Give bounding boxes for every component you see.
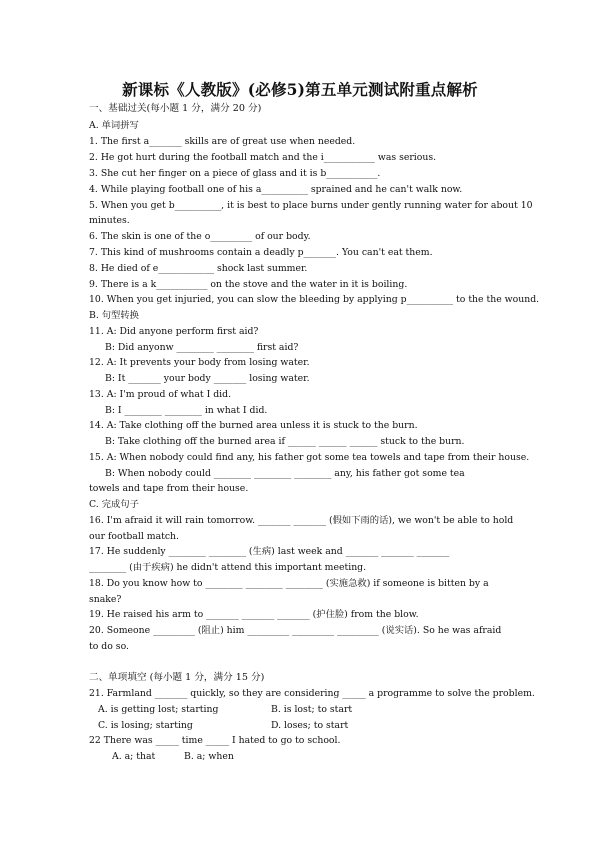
question-line: 1. The first a_______ skills are of great use when needed.: [89, 136, 356, 147]
question-line: our football match.: [89, 531, 179, 542]
question-line: 18. Do you know how to ________ ________ ________ (实施急救) if someone is bitten by a: [89, 578, 489, 589]
subsection-heading: B. 句型转换: [89, 310, 139, 321]
question-line: B: When nobody could ________ ________ ________ any, his father got some tea: [105, 468, 465, 479]
question-line: 2. He got hurt during the football match and the i___________ was serious.: [89, 152, 437, 163]
option-a: A. a; that: [112, 751, 156, 762]
question-line: 22 There was _____ time _____ I hated to go to school.: [89, 735, 341, 746]
section-heading: 一、基础过关(每小题 1 分，满分 20 分): [89, 103, 262, 114]
option-b: B. is lost; to start: [271, 704, 353, 715]
subsection-heading: C. 完成句子: [89, 499, 139, 510]
question-line: 15. A: When nobody could find any, his father got some tea towels and tape from their house.: [89, 452, 530, 463]
question-line: 10. When you get injuried, you can slow the bleeding by applying p__________ to the the wound.: [89, 294, 540, 305]
option-d: D. loses; to start: [271, 720, 349, 731]
question-line: snake?: [89, 594, 122, 605]
question-line: 13. A: I'm proud of what I did.: [89, 389, 232, 400]
section-heading: 二、单项填空 (每小题 1 分，满分 15 分): [89, 672, 265, 683]
option-b: B. a; when: [184, 751, 234, 762]
question-line: minutes.: [89, 215, 130, 226]
question-line: 17. He suddenly ________ ________ (生病) last week and _______ _______ _______: [89, 546, 450, 557]
question-line: 5. When you get b__________, it is best to place burns under gently running water for about 10: [89, 200, 533, 211]
question-line: 7. This kind of mushrooms contain a deadly p_______. You can't eat them.: [89, 247, 433, 258]
question-line: to do so.: [89, 641, 129, 652]
subsection-heading: A. 单词拼写: [89, 120, 139, 131]
question-line: B: Did anyonw ________ ________ first aid?: [105, 342, 299, 353]
option-c: C. is losing; starting: [98, 720, 193, 731]
question-line: B: I ________ ________ in what I did.: [105, 405, 268, 416]
question-line: 20. Someone _________ (阻止) him _________ _________ _________ (说实话). So he was afraid: [89, 625, 502, 636]
document-title: 新课标《人教版》(必修5)第五单元测试附重点解析: [122, 80, 478, 99]
question-line: 4. While playing football one of his a__________ sprained and he can't walk now.: [89, 184, 463, 195]
question-line: 19. He raised his arm to _______ _______ _______ (护住脸) from the blow.: [89, 609, 419, 620]
question-line: B: It _______ your body _______ losing water.: [105, 373, 310, 384]
question-line: 12. A: It prevents your body from losing water.: [89, 357, 310, 368]
question-line: towels and tape from their house.: [89, 483, 249, 494]
question-line: B: Take clothing off the burned area if ______ ______ ______ stuck to the burn.: [105, 436, 465, 447]
question-line: 21. Farmland _______ quickly, so they are considering _____ a programme to solve the problem.: [89, 688, 535, 699]
question-line: 11. A: Did anyone perform first aid?: [89, 326, 259, 337]
question-line: 3. She cut her finger on a piece of glass and it is b___________.: [89, 168, 381, 179]
question-line: 6. The skin is one of the o_________ of our body.: [89, 231, 311, 242]
question-line: 9. There is a k___________ on the stove and the water in it is boiling.: [89, 279, 408, 290]
option-a: A. is getting lost; starting: [98, 704, 219, 715]
question-line: 14. A: Take clothing off the burned area unless it is stuck to the burn.: [89, 420, 418, 431]
question-line: ________ (由于疾病) he didn't attend this important meeting.: [89, 562, 367, 573]
question-line: 16. I'm afraid it will rain tomorrow. _______ _______ (假如下雨的话), we won't be able to hold: [89, 515, 514, 526]
question-line: 8. He died of e____________ shock last summer.: [89, 263, 308, 274]
